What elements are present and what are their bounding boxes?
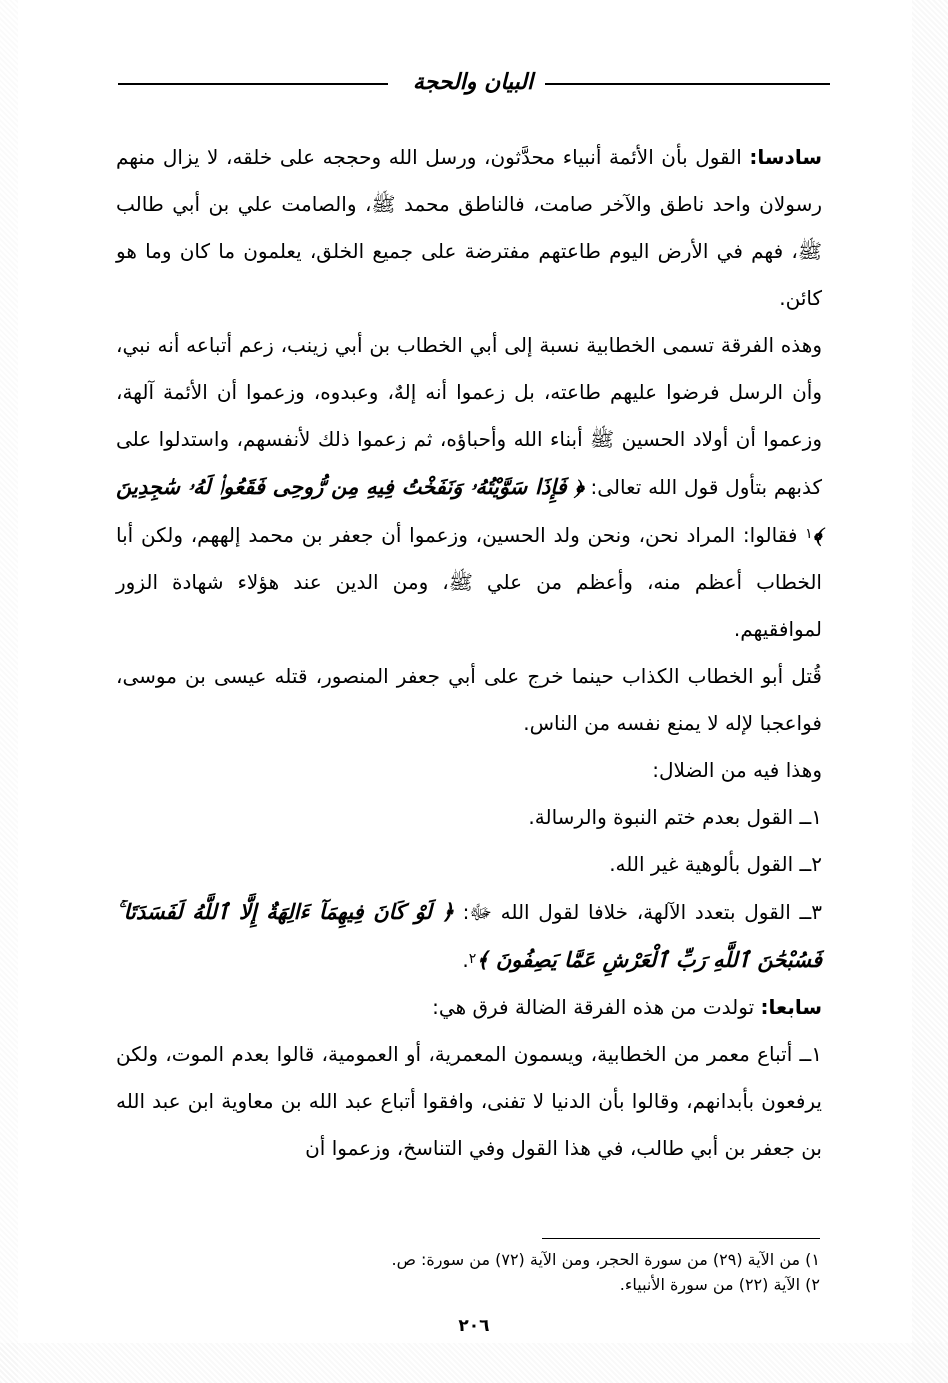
paragraph-khattabiya (116, 322, 822, 653)
list-item-2 (116, 841, 822, 888)
scan-edge-right (912, 0, 948, 1383)
paragraph-muammar (116, 1031, 822, 1172)
paragraph-text: وهذا فيه من الضلال: (652, 758, 822, 782)
quran-verse: ﴿ لَوْ كَانَ فِيهِمَآ ءَالِهَةٌ إِلَّا ٱللَّهُ لَفَسَدَتَا ۚ فَسُبْحَٰنَ ٱللَّهِ رَبِّ ٱلْعَرْشِ عَمَّا يَصِفُونَ ﴾ (116, 899, 822, 972)
paragraph-sixth (116, 134, 822, 322)
list-item-text: ٣ــ القول بتعدد الآلهة، خلافا لقول الله ﷻ: (453, 900, 822, 924)
paragraph-text: القول بأن الأئمة أنبياء محدَّثون، ورسل الله وحججه على خلقه، لا يزال منهم رسولان واحد ناطق والآخر صامت، فالناطق محمد ﷺ، والصامت علي بن أبي طالب ﷺ، فهم في الأرض اليوم طاعتهم مفترضة على جميع الخلق، يعلمون ما كان وما هو كائن. (116, 145, 822, 310)
page-number: ٢٠٦ (458, 1316, 490, 1336)
header-rule-left (118, 83, 388, 85)
footnote-1: ١) من الآية (٢٩) من سورة الحجر، ومن الآية (٧٢) من سورة: ص. (391, 1250, 820, 1269)
header-title: البيان والحجة (412, 69, 534, 95)
header-rule-right (545, 83, 830, 85)
main-text (116, 134, 822, 1172)
list-item-3 (116, 888, 822, 984)
list-item-text: ١ــ القول بعدم ختم النبوة والرسالة. (528, 805, 822, 829)
list-item-1 (116, 794, 822, 841)
paragraph-text: فقالوا: المراد نحن، ونحن ولد الحسين، وزعموا أن جعفر بن محمد إلههم، ولكن أبا الخطاب أعظم منه، وأعظم من علي ﷺ، ومن الدين عند هؤلاء شهادة الزور لموافقيهم. (116, 523, 822, 641)
footnote-ref: ١ (805, 526, 813, 542)
paragraph-text: وهذه الفرقة تسمى الخطابية نسبة إلى أبي الخطاب بن أبي زينب، زعم أتباعه أنه نبي، وأن الرسل فرضوا عليهم طاعته، بل زعموا أنه إلهٌ، وعبدوه، وزعموا أن الأئمة آلهة، وزعموا أن أولاد الحسين ﷺ أبناء الله وأحباؤه، ثم زعموا ذلك لأنفسهم، واستدلوا على كذبهم بتأول قول الله تعالى: (116, 333, 822, 499)
footnote-ref: ٢ (468, 951, 477, 967)
list-item-text: ٢ــ القول بألوهية غير الله. (609, 852, 822, 876)
quran-verse: ﴿ فَإِذَا سَوَّيْتُهُۥ وَنَفَخْتُ فِيهِ مِن رُّوحِى فَقَعُوا۟ لَهُۥ سَٰجِدِينَ ﴾ (116, 474, 822, 547)
footnote-separator (542, 1238, 820, 1239)
paragraph-text: ١ــ أتباع معمر من الخطابية، ويسمون المعمرية، أو العمومية، قالوا بعدم الموت، ولكن يرفعون بأبدانهم، وقالوا بأن الدنيا لا تفنى، وافقوا أتباع عبد الله بن معاوية ابن عبد الله بن جعفر بن أبي طالب، في هذا القول وفي التناسخ، وزعموا أن (116, 1042, 822, 1160)
paragraph-text: تولدت من هذه الفرقة الضالة فرق هي: (432, 995, 761, 1019)
paragraph-text: قُتل أبو الخطاب الكذاب حينما خرج على أبي جعفر المنصور، قتله عيسى بن موسى، فواعجبا لإله لا يمنع نفسه من الناس. (116, 664, 822, 735)
paragraph-killing (116, 653, 822, 747)
footnotes (220, 1247, 820, 1297)
section-label-sixth: سادسا: (749, 145, 822, 169)
scan-edge-bottom (0, 1343, 948, 1383)
footnote-2: ٢) الآية (٢٢) من سورة الأنبياء. (619, 1275, 820, 1294)
scan-edge-left (0, 0, 18, 1383)
running-header (118, 58, 830, 104)
list-item-text: . (462, 948, 469, 972)
section-label-seventh: سابعا: (760, 995, 822, 1019)
paragraph-seventh (116, 984, 822, 1031)
paragraph-errors-intro (116, 747, 822, 794)
